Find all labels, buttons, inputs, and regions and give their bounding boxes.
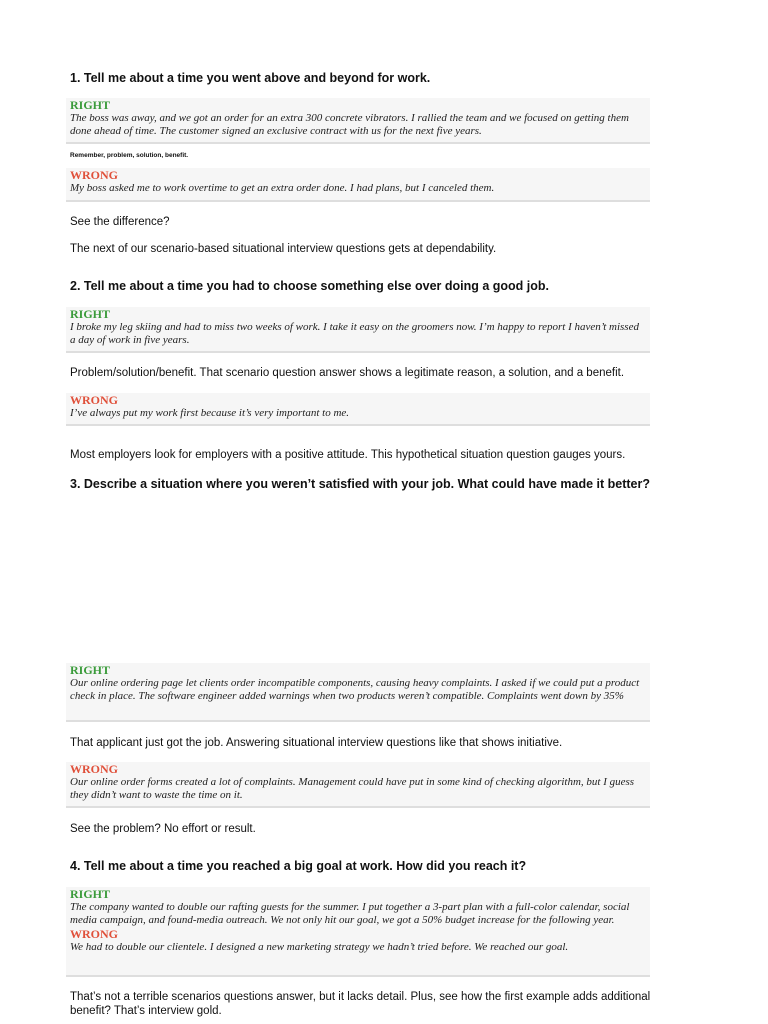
paragraph-interview-gold: That’s not a terrible scenarios questions answer, but it lacks detail. Plus, see how the first example adds additional benefit? That’s interview gold. — [70, 991, 651, 1017]
paragraph-see-difference: See the difference? — [70, 216, 170, 228]
paragraph-positive-attitude: Most employers look for employers with a positive attitude. This hypothetical situation question gauges yours. — [70, 449, 626, 461]
right-label: RIGHT — [70, 307, 111, 321]
right-answer-text: I broke my leg skiing and had to miss two weeks of work. I take it easy on the groomers now. I’m happy to report I haven’t missed a day of work in five years. — [70, 321, 639, 346]
paragraph-problem-solution-benefit: Problem/solution/benefit. That scenario question answer shows a legitimate reason, a solution, and a benefit. — [70, 367, 625, 379]
q1-right-answer-box — [66, 98, 650, 144]
right-answer-text: Our online ordering page let clients order incompatible components, causing heavy complaints. I asked if we could put a product check in place. The software engineer added warnings when two products weren’t compatible. Complaints went down by 35% — [70, 677, 640, 702]
q3-wrong-answer-box — [66, 762, 650, 808]
wrong-answer-text: I’ve always put my work first because it’s very important to me. — [70, 407, 350, 419]
q1-wrong-answer-box — [66, 168, 650, 202]
question-2-heading: 2. Tell me about a time you had to choose something else over doing a good job. — [70, 279, 549, 293]
paragraph-see-problem: See the problem? No effort or result. — [70, 823, 256, 835]
q4-answer-box — [66, 887, 650, 977]
wrong-label: WRONG — [70, 927, 118, 941]
right-label: RIGHT — [70, 98, 111, 112]
right-label: RIGHT — [70, 887, 111, 901]
reminder-note: Remember, problem, solution, benefit. — [70, 152, 189, 159]
wrong-answer-text: Our online order forms created a lot of complaints. Management could have put in some kind of checking algorithm, but I guess they didn’t want to waste the time on it. — [70, 776, 635, 801]
wrong-answer-text: My boss asked me to work overtime to get an extra order done. I had plans, but I canceled them. — [70, 182, 495, 194]
question-1-heading: 1. Tell me about a time you went above and beyond for work. — [70, 71, 431, 85]
q2-wrong-answer-box — [66, 393, 650, 426]
paragraph-dependability: The next of our scenario-based situational interview questions gets at dependability. — [70, 243, 497, 255]
wrong-label: WRONG — [70, 393, 118, 407]
wrong-label: WRONG — [70, 762, 118, 776]
right-label: RIGHT — [70, 663, 111, 677]
wrong-answer-text: We had to double our clientele. I designed a new marketing strategy we hadn’t tried before. We reached our goal. — [70, 941, 569, 953]
wrong-label: WRONG — [70, 168, 118, 182]
q2-right-answer-box — [66, 307, 650, 353]
question-3-heading: 3. Describe a situation where you weren’t satisfied with your job. What could have made it better? — [70, 477, 650, 491]
paragraph-initiative: That applicant just got the job. Answering situational interview questions like that shows initiative. — [70, 737, 563, 749]
question-4-heading: 4. Tell me about a time you reached a big goal at work. How did you reach it? — [70, 859, 527, 873]
right-answer-text: The boss was away, and we got an order for an extra 300 concrete vibrators. I rallied the team and we focused on getting them done ahead of time. The customer signed an exclusive contract with us for the next five years. — [70, 112, 629, 137]
q3-right-answer-box — [66, 663, 650, 722]
right-answer-text: The company wanted to double our rafting guests for the summer. I put together a 3-part plan with a full-color calendar, social media campaign, and found-media outreach. We not only hit our goal, we got a 50% budget increase for the following year. — [70, 901, 630, 926]
